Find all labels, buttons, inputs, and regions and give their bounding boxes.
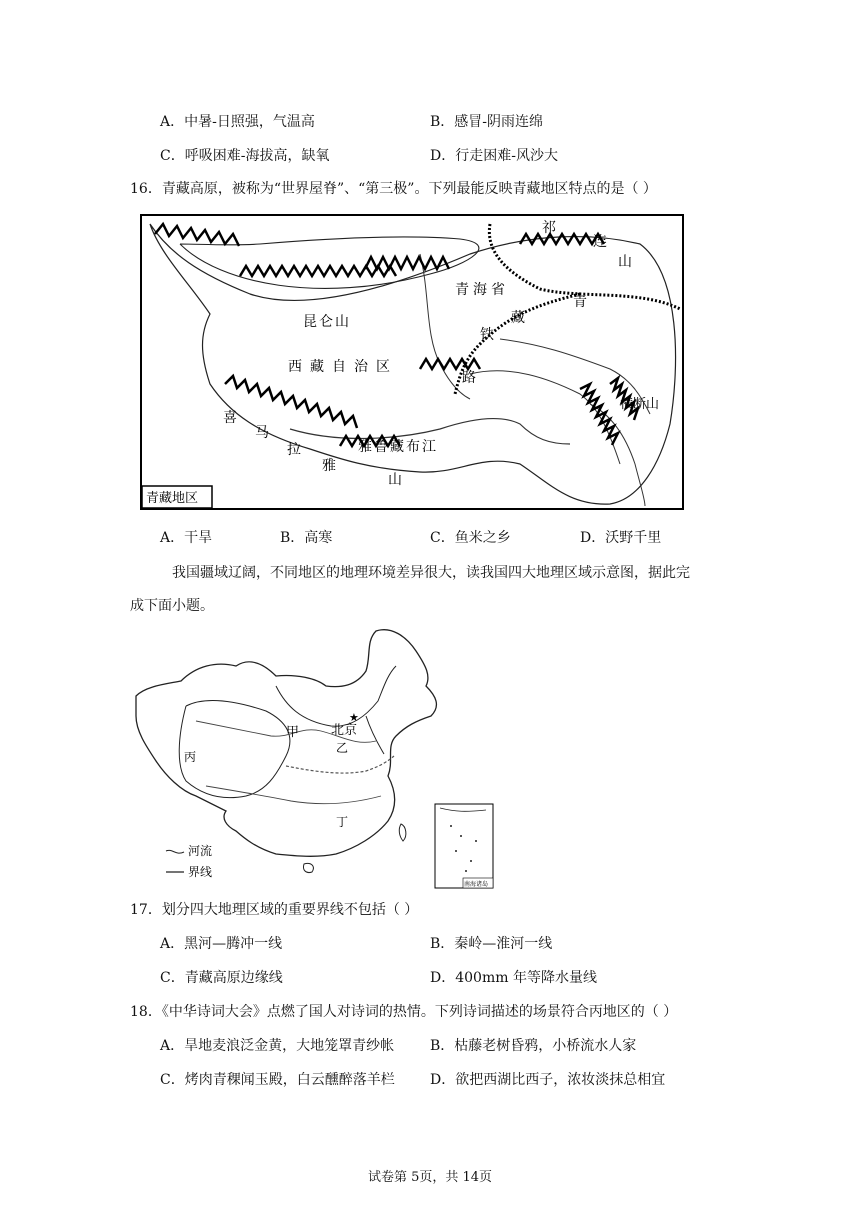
label-ma: 马 xyxy=(255,425,269,441)
taiwan xyxy=(399,824,406,841)
q16-option-b: B．高寒 xyxy=(280,530,333,546)
label-bing: 丙 xyxy=(184,750,197,764)
boundary-north xyxy=(276,666,396,726)
yangtze-river xyxy=(206,786,381,804)
label-lian: 连 xyxy=(593,234,607,250)
label-qinghai: 青海省 xyxy=(455,282,509,298)
q16-option-d: D．沃野千里 xyxy=(580,530,662,546)
map-frame xyxy=(141,215,683,509)
q17-option-c: C．青藏高原边缘线 xyxy=(160,970,283,986)
label-la: 拉 xyxy=(287,442,301,458)
q17-option-a: A．黑河—腾冲一线 xyxy=(160,936,283,952)
label-qing: 青 xyxy=(573,294,587,310)
hainan xyxy=(303,863,313,872)
label-yarlung: 雅鲁藏布江 xyxy=(358,439,438,455)
q15-option-d: D．行走困难-风沙大 xyxy=(430,148,558,164)
q15-option-c: C．呼吸困难-海拔高，缺氧 xyxy=(160,148,330,164)
inset-box xyxy=(435,804,493,888)
q18-option-a: A．旱地麦浪泛金黄，大地笼罩青纱帐 xyxy=(160,1038,395,1054)
q17-stem: 17．划分四大地理区域的重要界线不包括（ ） xyxy=(130,902,419,918)
q16-stem: 16．青藏高原，被称为“世界屋脊”、“第三极”。下列最能反映青藏地区特点的是（ ） xyxy=(130,181,657,197)
label-beijing: 北京 xyxy=(331,723,358,738)
label-zang: 藏 xyxy=(511,310,525,326)
q18-stem: 18．《中华诗词大会》点燃了国人对诗词的热情。下列诗词描述的场景符合丙地区的（ ） xyxy=(130,1004,678,1020)
intro-line-1: 我国疆域辽阔，不同地区的地理环境差异很大，读我国四大地理区域示意图，据此完 xyxy=(172,565,690,581)
tibet-map xyxy=(140,214,684,510)
q16-option-c: C．鱼米之乡 xyxy=(430,530,511,546)
label-yi: 乙 xyxy=(336,741,349,755)
legend-river: 河流 xyxy=(188,844,213,858)
boundary-qinling xyxy=(286,756,394,773)
china-regions-map xyxy=(126,626,506,891)
china-outline xyxy=(136,630,436,857)
q17-option-d: D．400mm 年等降水量线 xyxy=(430,970,597,986)
legend-river-symbol xyxy=(166,850,184,853)
label-jia: 甲 xyxy=(286,725,300,740)
q18-option-d: D．欲把西湖比西子，浓妆淡抹总相宜 xyxy=(430,1072,666,1088)
map-caption: 青藏地区 xyxy=(146,491,199,506)
q15-option-a: A．中暑-日照强，气温高 xyxy=(160,114,315,130)
q16-option-a: A．干旱 xyxy=(160,530,213,546)
label-ya: 雅 xyxy=(322,458,336,474)
boundary-northeast xyxy=(366,716,384,754)
q17-option-b: B．秦岭—淮河一线 xyxy=(430,936,553,952)
label-shan-him: 山 xyxy=(388,472,402,488)
label-lu: 路 xyxy=(462,370,476,386)
q18-option-c: C．烤肉青稞闻玉殿，白云醺醉落羊栏 xyxy=(160,1072,395,1088)
beijing-star: ★ xyxy=(349,711,359,724)
q15-option-b: B．感冒-阴雨连绵 xyxy=(430,114,544,130)
inset-caption: 南海诸岛 xyxy=(464,881,489,888)
intro-line-2: 成下面小题。 xyxy=(130,598,214,614)
label-kunlun: 昆仑山 xyxy=(303,314,351,330)
label-xi: 喜 xyxy=(223,410,237,426)
label-tie: 铁 xyxy=(480,327,494,343)
page-footer: 试卷第 5页，共 14页 xyxy=(367,1170,493,1185)
label-qi: 祁 xyxy=(542,220,556,236)
label-shan-qilian: 山 xyxy=(618,254,632,270)
label-ding: 丁 xyxy=(336,815,349,829)
label-hengduan: 横断山 xyxy=(620,397,660,412)
label-xizang: 西藏自治区 xyxy=(288,359,398,375)
legend-boundary: 界线 xyxy=(188,865,213,879)
q18-option-b: B．枯藤老树昏鸦，小桥流水人家 xyxy=(430,1038,637,1054)
